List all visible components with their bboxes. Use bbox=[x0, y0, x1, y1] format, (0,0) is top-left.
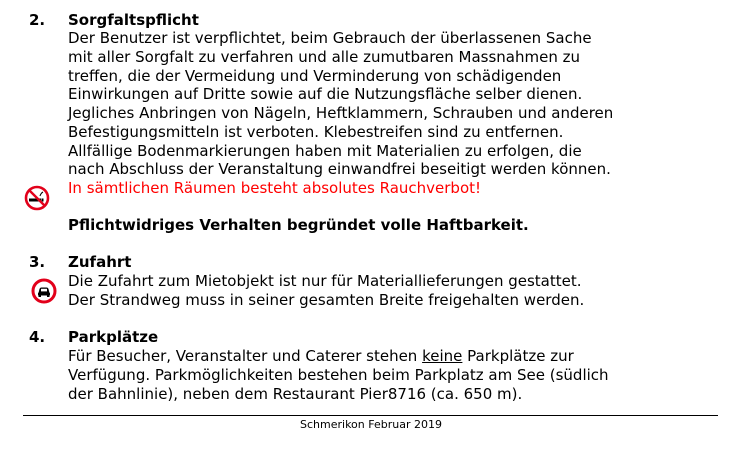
section-title: Zufahrt bbox=[68, 253, 132, 271]
body-line: Befestigungsmitteln ist verboten. Klebestreifen sind zu entfernen. bbox=[68, 122, 564, 141]
body-line: Jegliches Anbringen von Nägeln, Heftklammern, Schrauben und anderen bbox=[68, 104, 614, 122]
body-line: Die Zufahrt zum Mietobjekt ist nur für Materiallieferungen gestattet. bbox=[68, 272, 582, 290]
footer-divider bbox=[23, 415, 718, 416]
body-line: der Bahnlinie), neben dem Restaurant Pier8716 (ca. 650 m). bbox=[68, 384, 523, 403]
section-number: 3. bbox=[29, 253, 46, 271]
section-body bbox=[68, 29, 613, 198]
body-line: Einwirkungen auf Dritte sowie auf die Nutzungsfläche selber dienen. bbox=[68, 85, 583, 104]
body-line: Allfällige Bodenmarkierungen haben mit Materialien zu erfolgen, die bbox=[68, 141, 582, 160]
body-line: treffen, die der Vermeidung und Verminderung von schädigenden bbox=[68, 66, 562, 85]
body-line: Der Strandweg muss in seiner gesamten Breite freigehalten werden. bbox=[68, 290, 585, 309]
section-body bbox=[68, 272, 584, 310]
body-text: Für Besucher, Veranstalter und Caterer stehen bbox=[68, 347, 423, 365]
body-line: Verfügung. Parkmöglichkeiten bestehen beim Parkplatz am See (südlich bbox=[68, 365, 609, 384]
section-number: 2. bbox=[29, 11, 46, 29]
body-line: nach Abschluss der Veranstaltung einwandfrei beseitigt werden können. bbox=[68, 160, 611, 179]
section-title: Sorgfaltspflicht bbox=[68, 11, 199, 29]
smoking-ban-warning: In sämtlichen Räumen besteht absolutes Rauchverbot! bbox=[68, 179, 482, 197]
no-motor-vehicles-icon bbox=[31, 278, 57, 308]
body-line: Der Benutzer ist verpflichtet, beim Gebrauch der überlassenen Sache bbox=[68, 29, 592, 47]
section-title: Parkplätze bbox=[68, 328, 159, 346]
body-text: Parkplätze zur bbox=[462, 347, 574, 365]
section-number: 4. bbox=[29, 328, 46, 346]
section-body bbox=[68, 347, 609, 403]
no-smoking-icon bbox=[24, 185, 50, 215]
underlined-emphasis: keine bbox=[422, 347, 463, 365]
liability-statement: Pflichtwidriges Verhalten begründet volle Haftbarkeit. bbox=[68, 216, 529, 234]
body-line: mit aller Sorgfalt zu verfahren und alle zumutbaren Massnahmen zu bbox=[68, 47, 580, 66]
page-footer: Schmerikon Februar 2019 bbox=[300, 418, 442, 431]
body-line bbox=[68, 347, 609, 366]
